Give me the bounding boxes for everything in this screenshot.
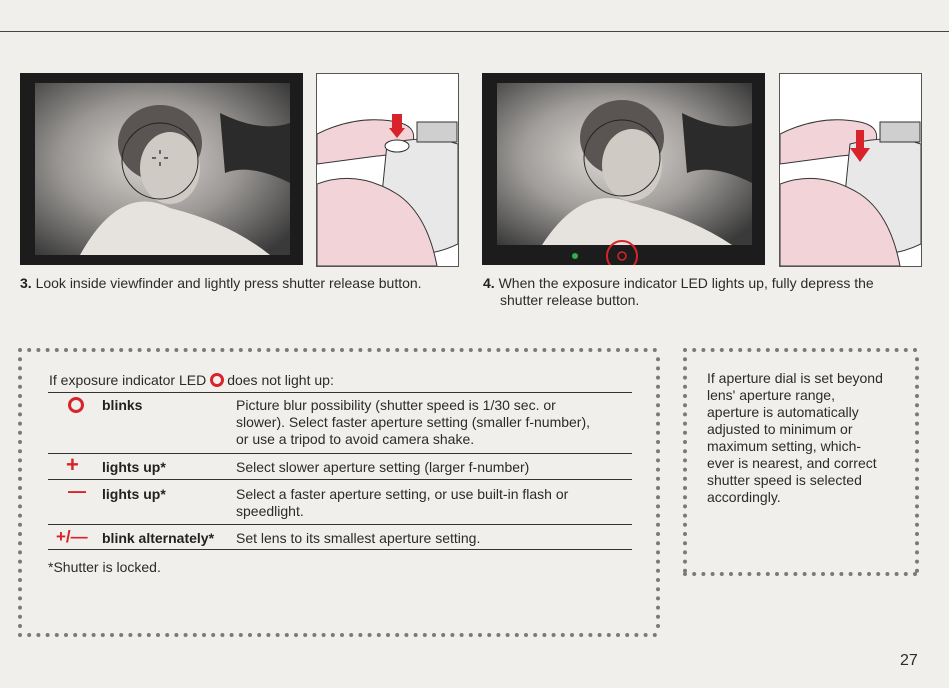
sidebar-note: If aperture dial is set beyond lens' aperture range, aperture is automatically adjusted to minimum or maximum setting, which- ever is nearest, and correct shutter speed is selected accordingly. — [707, 370, 883, 505]
row-label-blinks: blinks — [102, 397, 143, 413]
row-desc-blinks: Picture blur possibility (shutter speed is 1/30 sec. or slower). Select faster aperture setting (smaller f-number), or use a tripod to avoid camera shake. — [236, 397, 591, 447]
table-intro: If exposure indicator LED does not light up: — [49, 372, 334, 388]
page-number: 27 — [900, 652, 918, 669]
plus-minus-icon: +/— — [56, 527, 88, 546]
caption-step3: 3. Look inside viewfinder and lightly press shutter release button. — [20, 275, 422, 291]
row-label-alternate: blink alternately* — [102, 530, 215, 546]
table-rule — [48, 392, 632, 393]
plus-icon: + — [66, 452, 79, 477]
row-desc-plus: Select slower aperture setting (larger f-number) — [236, 459, 530, 475]
footnote: *Shutter is locked. — [48, 559, 161, 575]
row-label-minus: lights up* — [102, 486, 166, 502]
row-desc-alternate: Set lens to its smallest aperture setting. — [236, 530, 481, 546]
table-rule — [48, 453, 632, 454]
table-rule — [48, 524, 632, 525]
table-rule — [48, 479, 632, 480]
table-rule — [48, 549, 632, 550]
row-label-plus: lights up* — [102, 459, 166, 475]
blink-ring-icon — [68, 397, 84, 413]
row-desc-minus: Select a faster aperture setting, or use built-in flash or speedlight. — [236, 486, 569, 519]
caption-step4: 4. When the exposure indicator LED lights up, fully depress the shutter release button. — [483, 275, 874, 308]
led-ring-icon — [210, 373, 224, 387]
minus-icon: — — [68, 481, 86, 501]
